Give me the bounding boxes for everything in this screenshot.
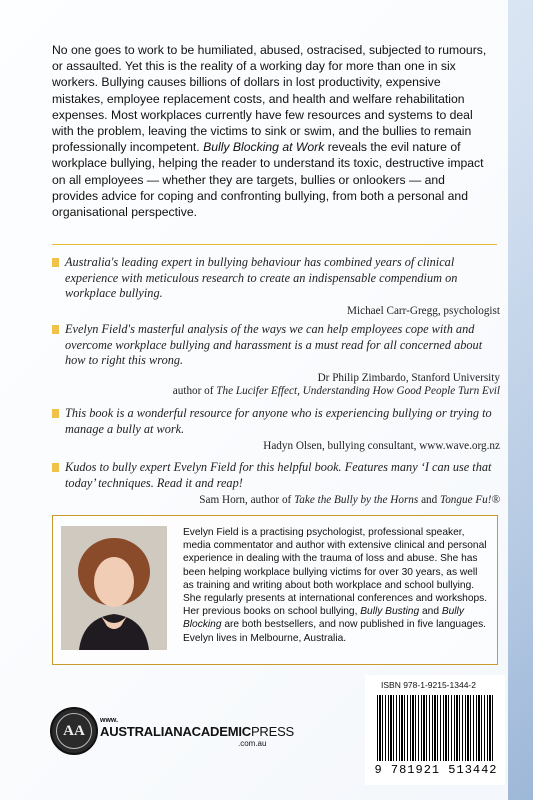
quote-2 [52,322,500,398]
attribution-and: and [418,494,441,506]
bio-text-3: are both bestsellers, and now published in five languages. Evelyn lives in Melbourne, Australia. [183,619,486,644]
publisher-name-light: PRESS [250,724,295,739]
bio-book-2: Bully Blocking [183,606,464,631]
attribution-book-1: Take the Bully by the Horns [294,494,419,506]
quote-4 [52,460,500,507]
quote-text: Australia's leading expert in bullying behaviour has combined years of clinical experience with meticulous research to create an indispensable compendium on workplace bullying. [52,255,500,302]
quote-attribution [52,494,500,507]
quote-1 [52,255,500,318]
bio-text-2: and [419,606,442,618]
author-bio-box [52,515,498,665]
author-photo [61,526,167,650]
attribution-line1: Dr Philip Zimbardo, Stanford University [317,371,500,384]
isbn-label: ISBN 978-1-9215-1344-2 [381,680,476,690]
bio-text-1: Evelyn Field is a practising psychologist, professional speaker, media commentator and author with extensive clinical and personal experience in dealing with the trauma of loss and abuse. She has been helping workplace bullying victims for over 30 years, as well as training and writing about both workplace and school bullying. She regularly presents at international conferences and workshops. Her previous books on school bullying, [183,527,488,618]
blurb-title: Bully Blocking at Work [203,140,325,155]
blurb [52,42,492,220]
author-bio-text [183,526,489,645]
blurb-part2: reveals the evil nature of workplace bullying, helping the reader to understand its toxic, destructive impact on all employees — whether they are targets, bullies or onlookers — and provides advice for coping and confronting bullying, from both a personal and organisational perspective. [52,140,484,220]
attribution-prefix: Sam Horn, author of [199,494,295,506]
quote-attribution: Michael Carr-Gregg, psychologist [347,304,500,317]
quote-text: Evelyn Field's masterful analysis of the ways we can help employees cope with and overcome workplace bullying and harassment is a must read for all concerned about how to right this wrong. [52,322,500,369]
attribution-book-2: Tongue Fu!® [440,494,500,506]
attribution-book: The Lucifer Effect, Understanding How Good People Turn Evil [216,384,500,397]
quote-attribution [52,372,500,398]
barcode-panel [365,675,505,785]
quote-text: This book is a wonderful resource for anyone who is experiencing bullying or trying to manage a bully at work. [52,406,500,437]
attribution-line2-prefix: author of [172,384,217,397]
publisher-name-bold: AUSTRALIANACADEMIC [100,724,251,739]
divider-rule [52,244,497,245]
publisher-logo [50,707,295,767]
quote-3 [52,406,500,453]
blurb-part1: No one goes to work to be humiliated, abused, ostracised, subjected to rumours, or assaulted. Yet this is the reality of a working day for more than one in six workers. Bullying causes billions of dollars in lost productivity, expensive mistakes, employee replacement costs, and health and welfare rehabilitation expenses. Most workplaces currently have few resources and systems to deal with the problem, leaving the victims to sink or swim, and the bullies to remain professionally incompetent. [52,43,487,155]
publisher-seal-letters: AA [56,713,92,749]
publisher-seal-icon [50,707,98,755]
author-portrait-image [61,526,167,650]
bio-book-1: Bully Busting [360,606,420,618]
quote-text: Kudos to bully expert Evelyn Field for this helpful book. Features many ‘I can use that today’ techniques. Read it and reap! [52,460,500,491]
publisher-www: www. [100,717,119,724]
publisher-domain: .com.au [238,739,267,748]
ean-number: 9 781921 513442 [374,763,498,777]
barcode-icon [377,695,493,761]
quote-attribution: Hadyn Olsen, bullying consultant, www.wave.org.nz [263,440,500,452]
publisher-name [100,724,294,739]
